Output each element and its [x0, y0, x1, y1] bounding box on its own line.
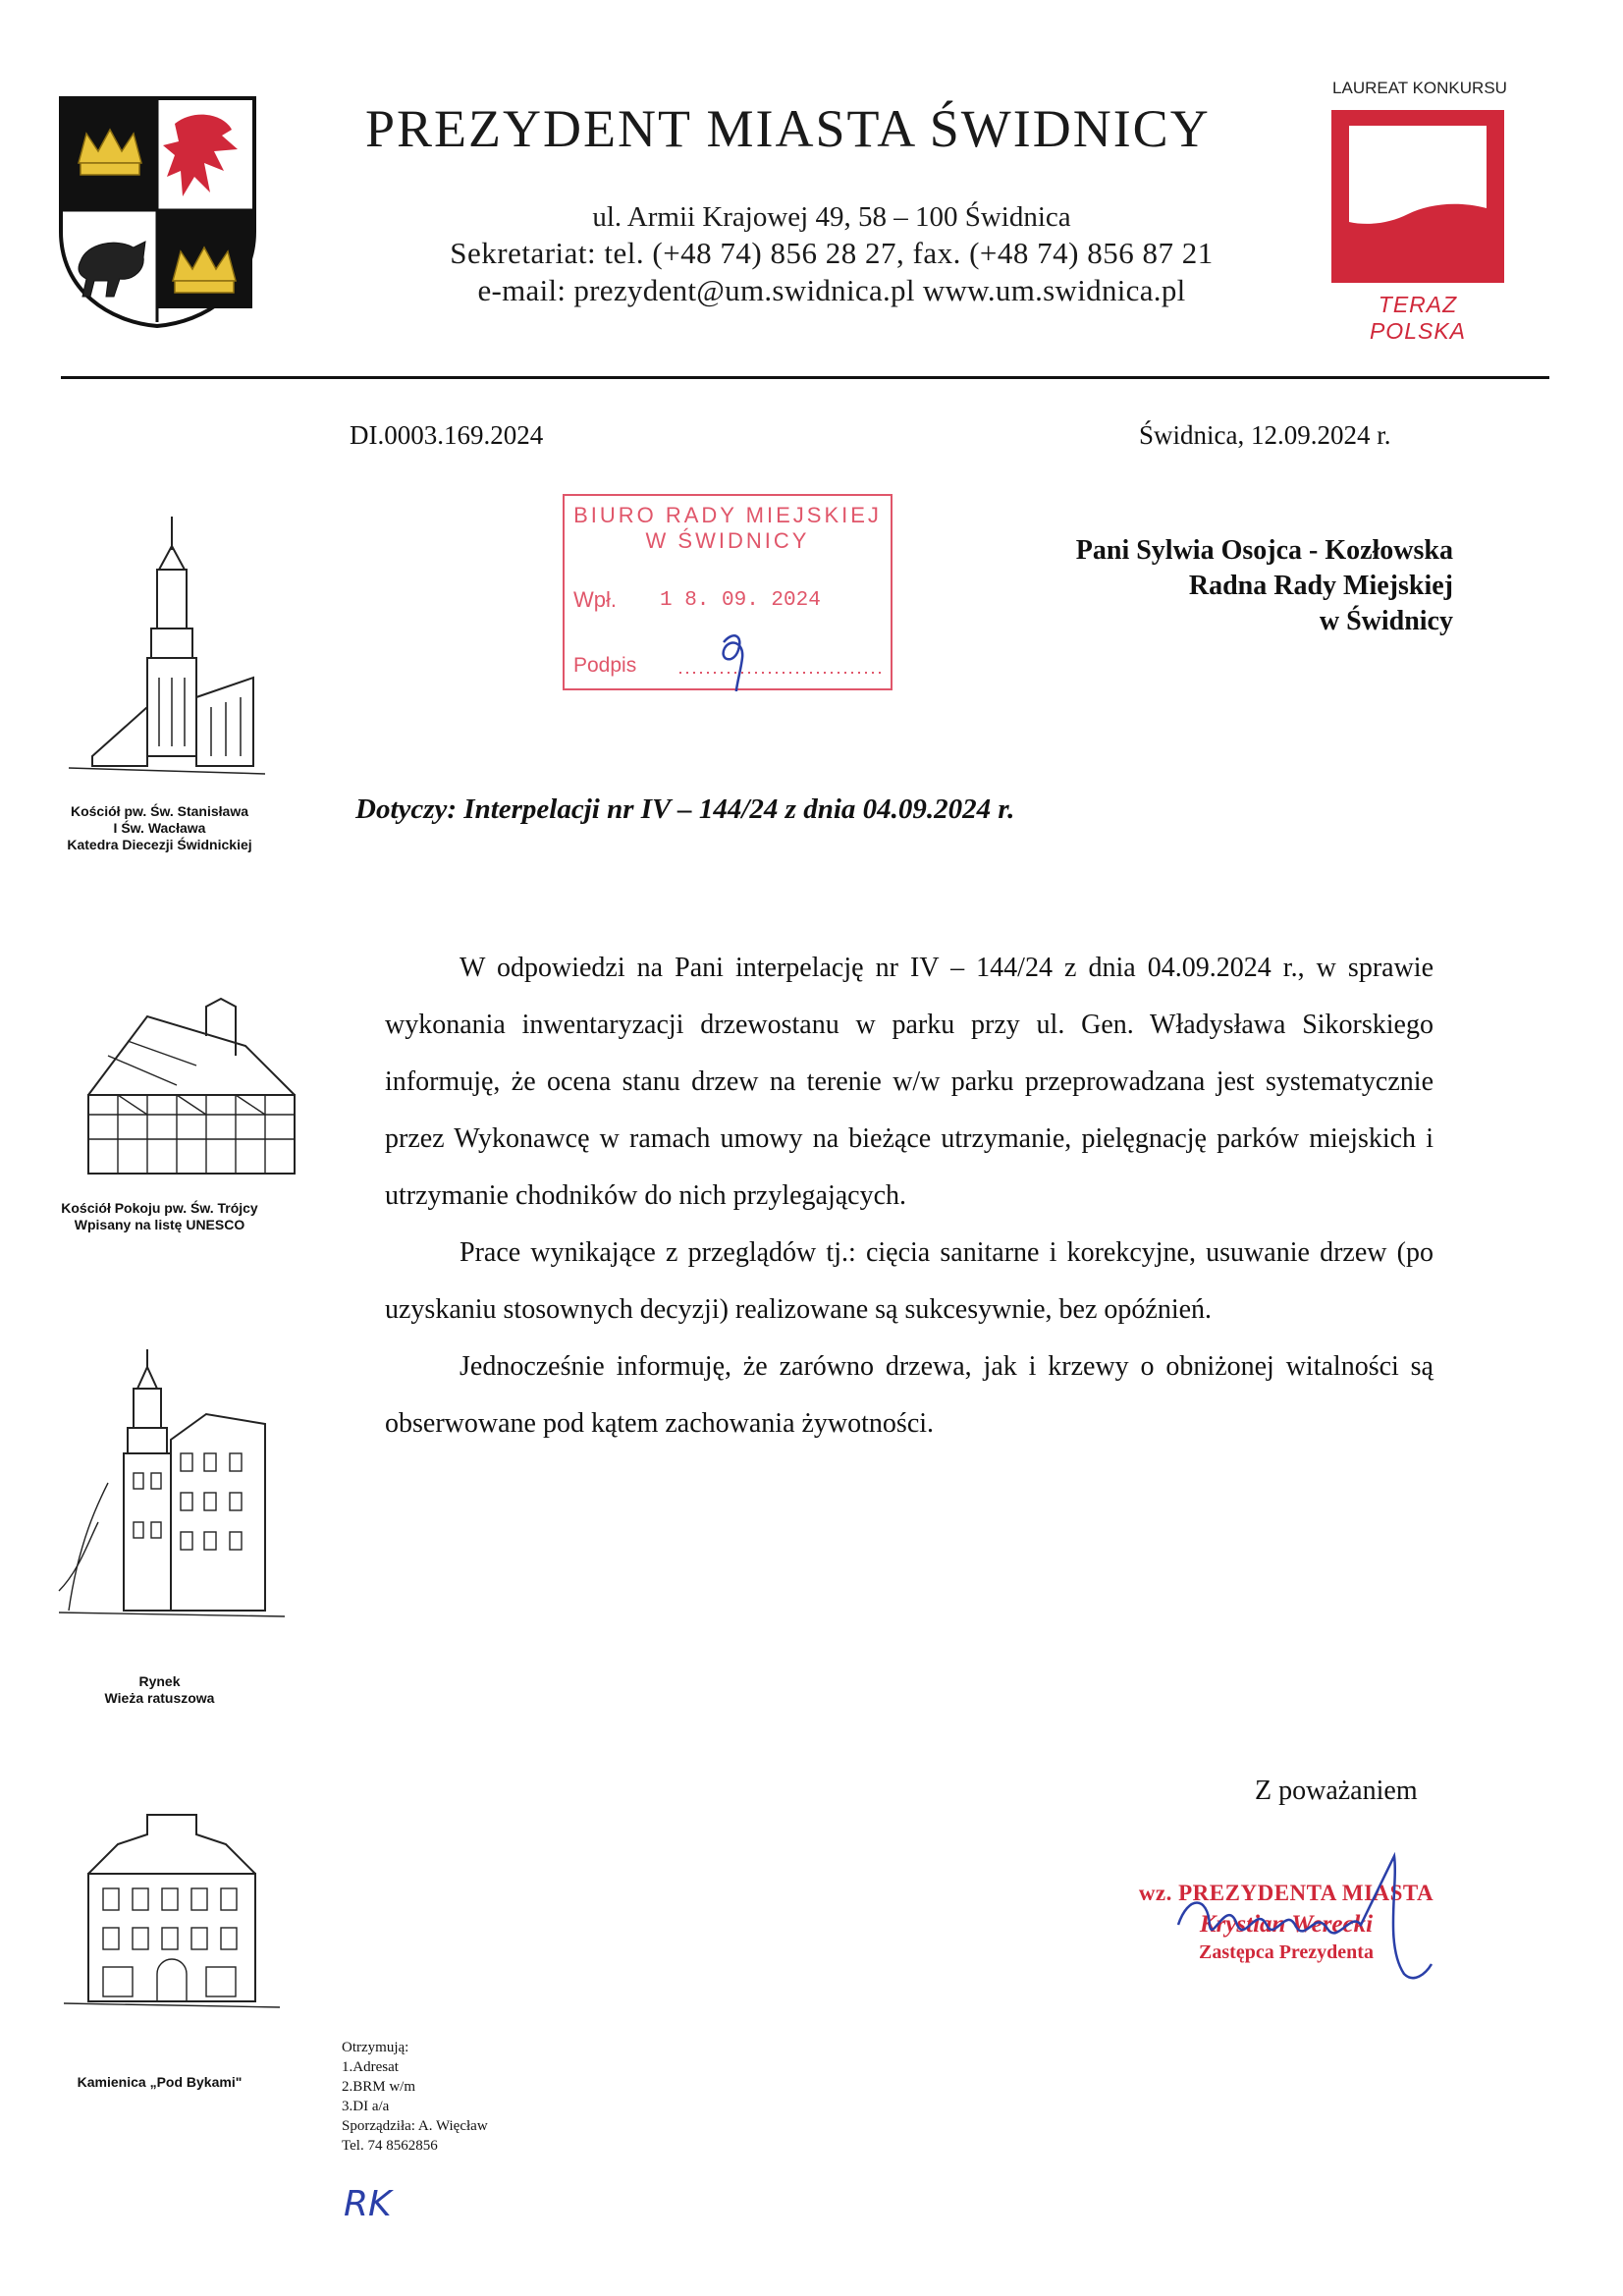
distribution-list: Otrzymują: 1.Adresat 2.BRM w/m 3.DI a/a Sporządziła: A. Więcław Tel. 74 8562856 [342, 2040, 488, 2154]
office-contact: e-mail: prezydent@um.swidnica.pl www.um.swidnica.pl [477, 273, 1186, 307]
caption-cathedral: Kościół pw. Św. Stanisława I Św. Wacława Katedra Diecezji Świdnickiej [67, 803, 252, 852]
caption-pod-bykami: Kamienica „Pod Bykami" [77, 2074, 243, 2090]
office-address: ul. Armii Krajowej 49, 58 – 100 Świdnica [592, 201, 1071, 233]
recipient-role: Radna Rady Miejskiej [1188, 571, 1453, 601]
body-paragraph-2: Prace wynikające z przeglądów tj.: cięcia sanitarne i korekcyjne, usuwanie drzew (po uzyskaniu stosownych decyzji) realizowane są sukcesywnie, bez opóźnień. [385, 1237, 1434, 1325]
stamp-received-label: Wpł. [573, 587, 617, 612]
body-paragraph-1: W odpowiedzi na Pani interpelację nr IV – 144/24 z dnia 04.09.2024 r., w sprawie wykonania inwentaryzacji drzewostanu w parku przy ul. Gen. Władysława Sikorskiego informuję, że ocena stanu drzew na terenie w/w parku przeprowadzana jest systematycznie przez Wykonawcę w ramach umowy na bieżące utrzymanie, pielęgnację parków miejskich i utrzymanie chodników do nich przylegających. [385, 953, 1434, 1211]
teraz-polska-logo [1331, 110, 1504, 283]
caption-town-hall: Rynek Wieża ratuszowa [104, 1673, 215, 1706]
letter-date: Świdnica, 12.09.2024 r. [1139, 420, 1391, 450]
stamp-city: W ŚWIDNICY [645, 528, 810, 553]
city-coat-of-arms [57, 94, 258, 330]
signature-block [1119, 1827, 1453, 2023]
recipient-place: w Świdnicy [1319, 606, 1453, 636]
closing-phrase: Z poważaniem [1255, 1776, 1418, 1806]
caption-church-of-peace: Kościół Pokoju pw. Św. Trójcy Wpisany na listę UNESCO [61, 1200, 258, 1232]
cathedral-illustration [49, 511, 275, 800]
handwritten-initials [344, 2178, 422, 2227]
stamp-office: BIURO RADY MIEJSKIEJ [573, 503, 882, 527]
award-label-bottom: TERAZ POLSKA [1369, 292, 1467, 344]
church-of-peace-illustration [49, 987, 314, 1188]
signature-title: Zastępca Prezydenta [1199, 1941, 1374, 1963]
reference-number: DI.0003.169.2024 [350, 420, 544, 450]
award-label-top: LAUREAT KONKURSU [1332, 79, 1507, 97]
page-title: PREZYDENT MIASTA ŚWIDNICY [365, 99, 1211, 158]
recipient-block [884, 533, 1453, 639]
svg-text:RK: RK [344, 2184, 392, 2224]
town-hall-illustration [49, 1345, 295, 1645]
header-divider [61, 376, 1549, 379]
handwritten-signature [1119, 1827, 1453, 2023]
recipient-name: Pani Sylwia Osojca - Kozłowska [1075, 535, 1453, 566]
letter-body [385, 940, 1434, 1452]
stamp-received-date: 1 8. 09. 2024 [660, 589, 821, 612]
received-stamp [562, 493, 893, 691]
signature-name: Krystian Werecki [1199, 1911, 1374, 1938]
office-phones: Sekretariat: tel. (+48 74) 856 28 27, fax. (+48 74) 856 87 21 [450, 236, 1214, 270]
stamp-signature-label: Podpis [573, 654, 637, 677]
body-paragraph-3: Jednocześnie informuję, że zarówno drzewa, jak i krzewy o obniżonej witalności są obserwowane pod kątem zachowania żywotności. [385, 1351, 1434, 1439]
pod-bykami-illustration [49, 1805, 295, 2016]
signature-authority: wz. PREZYDENTA MIASTA [1138, 1881, 1434, 1905]
letter-subject: Dotyczy: Interpelacji nr IV – 144/24 z dnia 04.09.2024 r. [355, 793, 1015, 825]
